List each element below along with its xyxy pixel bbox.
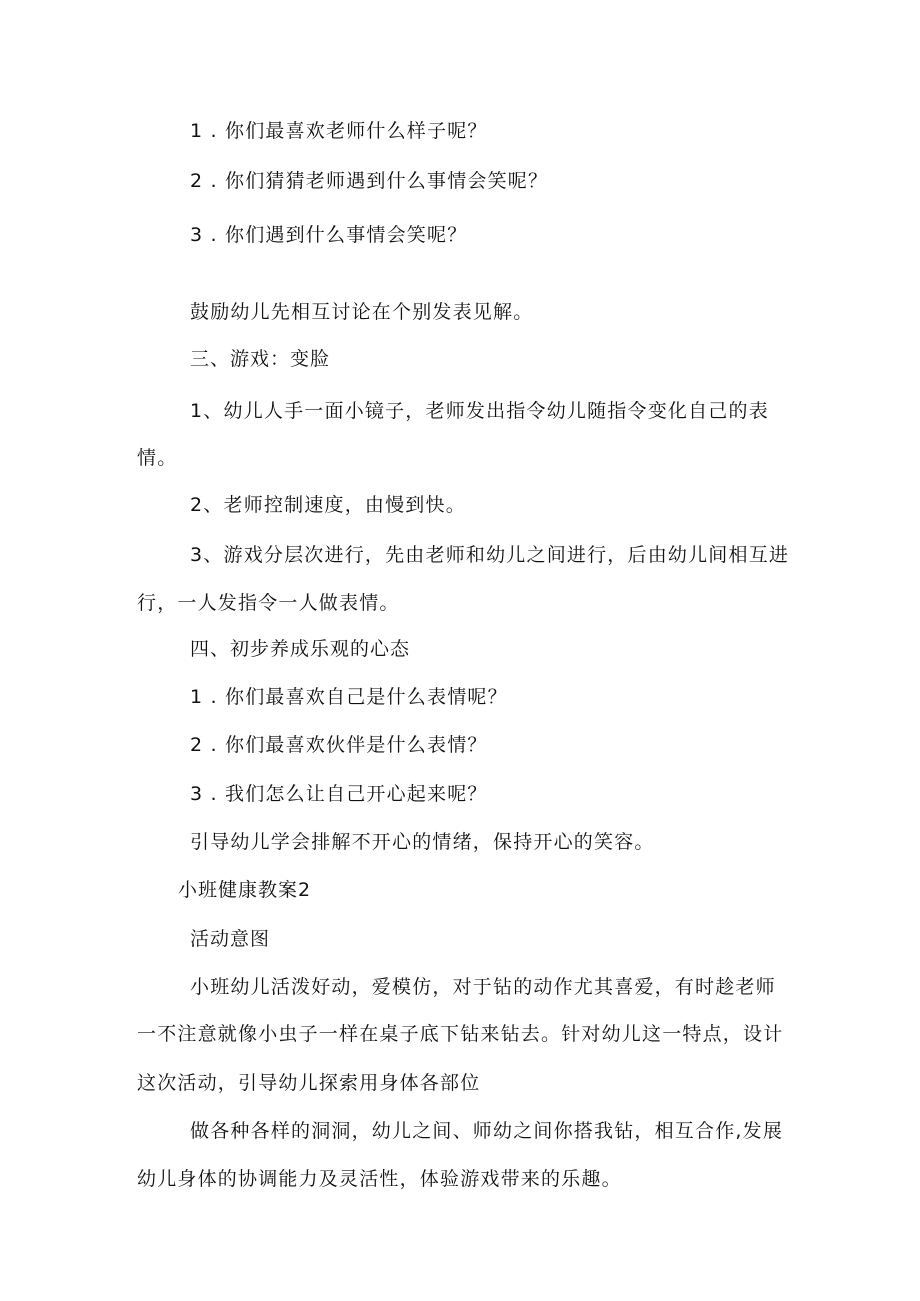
paragraph-line: 1、幼儿人手一面小镜子，老师发出指令幼儿随指令变化自己的表 [190, 400, 769, 422]
paragraph-line: 这次活动，引导幼儿探索用身体各部位 [137, 1072, 481, 1094]
section-heading: 四、初步养成乐观的心态 [190, 638, 411, 660]
document-title: 小班健康教案2 [178, 879, 312, 901]
paragraph-line: 引导幼儿学会排解不开心的情绪，保持开心的笑容。 [190, 831, 655, 853]
question-line: 2 . 你们最喜欢伙伴是什么表情？ [190, 734, 488, 756]
paragraph-line: 一不注意就像小虫子一样在桌子底下钻来钻去。针对幼儿这一特点，设计 [137, 1023, 784, 1045]
question-line: 3 . 你们遇到什么事情会笑呢？ [190, 224, 468, 246]
section-heading: 活动意图 [190, 928, 271, 950]
question-line: 3 . 我们怎么让自己开心起来呢？ [190, 783, 488, 805]
paragraph-line: 行，一人发指令一人做表情。 [137, 592, 400, 614]
paragraph-line: 幼儿身体的协调能力及灵活性，体验游戏带来的乐趣。 [137, 1168, 622, 1190]
section-heading: 三、游戏：变脸 [190, 348, 331, 370]
question-line: 2 . 你们猜猜老师遇到什么事情会笑呢？ [190, 170, 549, 192]
paragraph-line: 做各种各样的洞洞，幼儿之间、师幼之间你搭我钻，相互合作,发展 [190, 1120, 784, 1142]
paragraph-line: 2、老师控制速度，由慢到快。 [190, 494, 466, 516]
question-line: 1 . 你们最喜欢自己是什么表情呢？ [190, 686, 508, 708]
paragraph-line: 小班幼儿活泼好动，爱模仿，对于钻的动作尤其喜爱，有时趁老师 [190, 976, 776, 998]
paragraph-line: 情。 [137, 447, 178, 469]
paragraph-line: 鼓励幼儿先相互讨论在个别发表见解。 [190, 301, 534, 323]
paragraph-line: 3、游戏分层次进行，先由老师和幼儿之间进行，后由幼儿间相互进 [190, 544, 790, 566]
question-line: 1 . 你们最喜欢老师什么样子呢？ [190, 120, 488, 142]
